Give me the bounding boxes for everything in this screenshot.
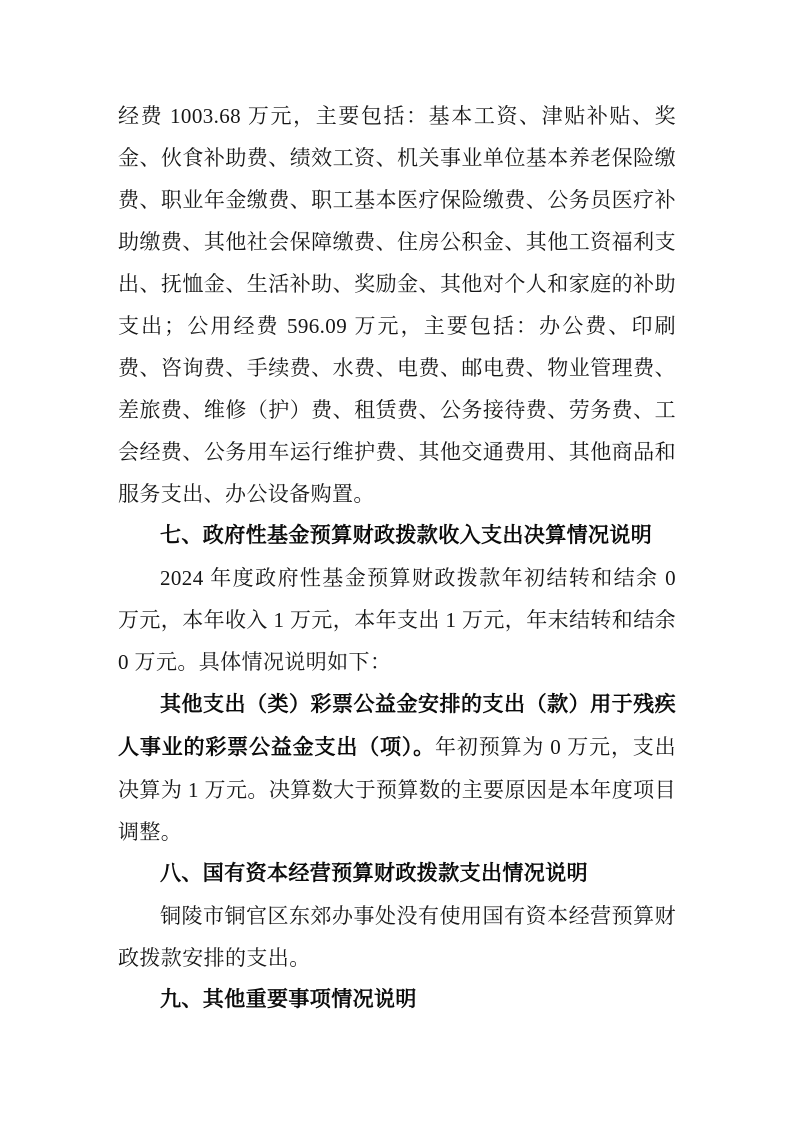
section-heading-7-gov-fund-budget: 七、政府性基金预算财政拨款收入支出决算情况说明 xyxy=(160,524,653,547)
paragraph-state-capital-statement: 铜陵市铜官区东郊办事处没有使用国有资本经营预算财政拨款安排的支出。 xyxy=(118,904,676,970)
section-heading-9-other-important-matters: 九、其他重要事项情况说明 xyxy=(160,988,417,1011)
paragraph-gov-fund-details: 2024 年度政府性基金预算财政拨款年初结转和结余 0 万元，本年收入 1 万元，本年支出 1 万元，年末结转和结余 0 万元。具体情况说明如下： xyxy=(118,566,676,674)
bold-lead-other-expense-item: 其他支出（类）彩票公益金安排的支出（款）用于残疾人事业的彩票公益金支出（项）。 xyxy=(118,693,676,759)
paragraph-other-expense xyxy=(118,683,676,853)
text-other-expense-detail: 年初预算为 0 万元，支出决算为 1 万元。决算数大于预算数的主要原因是本年度项目调整。 xyxy=(118,735,677,844)
section-heading-8-state-capital-budget: 八、国有资本经营预算财政拨款支出情况说明 xyxy=(160,862,588,885)
paragraph-basic-expense-continuation: 经费 1003.68 万元，主要包括：基本工资、津贴补贴、奖金、伙食补助费、绩效工资、机关事业单位基本养老保险缴费、职业年金缴费、职工基本医疗保险缴费、公务员医疗补助缴费、其他社会保障缴费、住房公积金、其他工资福利支出、抚恤金、生活补助、奖励金、其他对个人和家庭的补助支出；公用经费 596.09 万元，主要包括：办公费、印刷费、咨询费、手续费、水费、电费、邮电费、物业管理费、差旅费、维修（护）费、租赁费、公务接待费、劳务费、工会经费、公务用车运行维护费、其他交通费用、其他商品和服务支出、办公设备购置。 xyxy=(118,104,676,506)
